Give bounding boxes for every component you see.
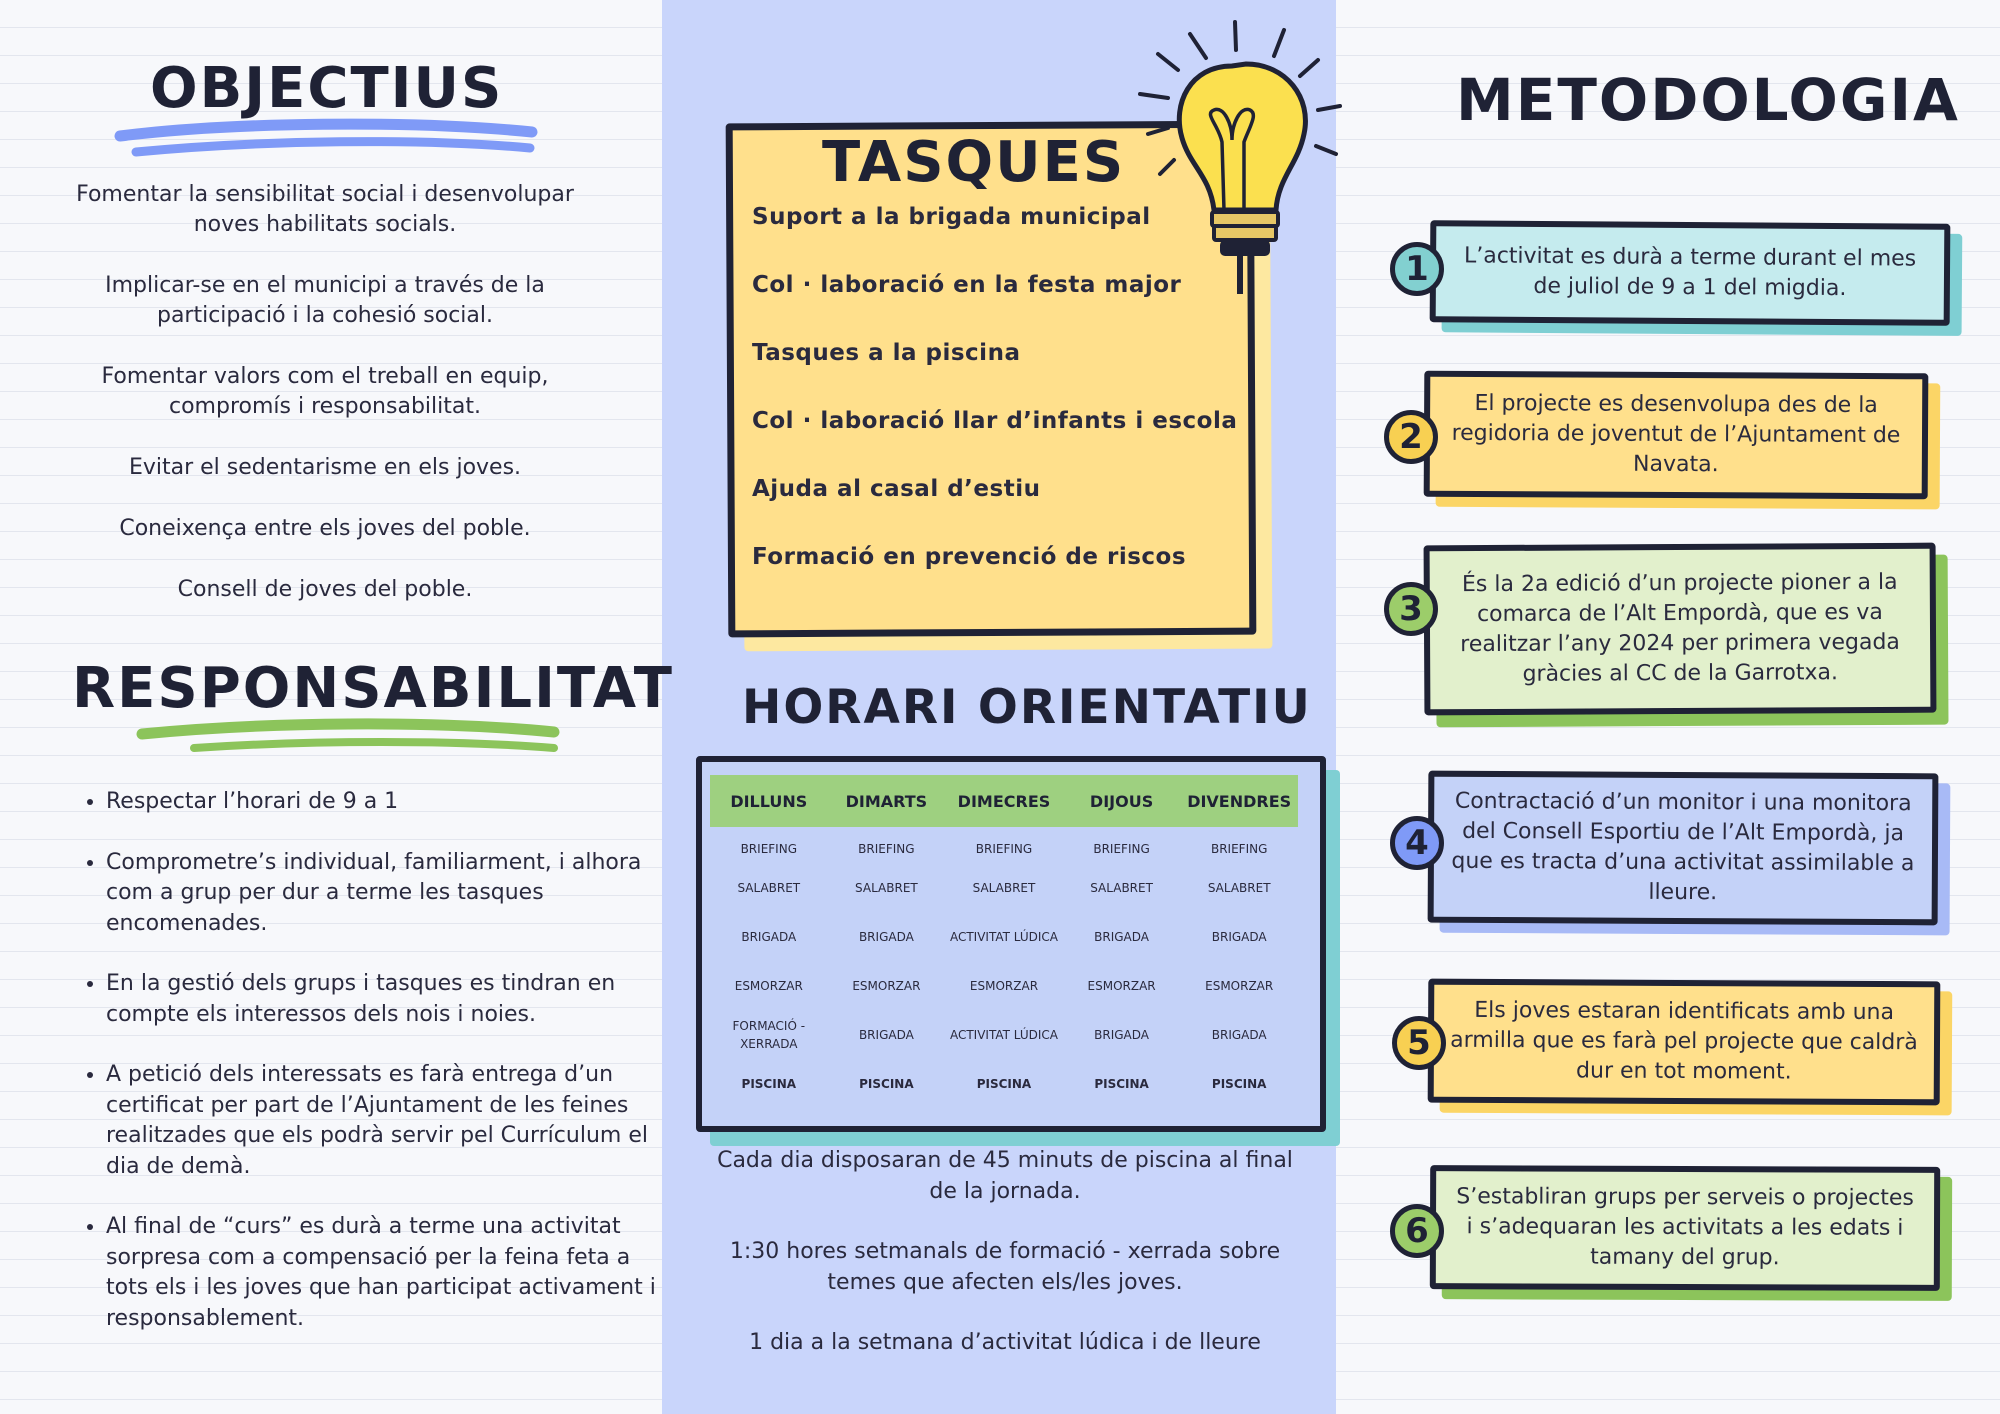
day-header: DIVENDRES xyxy=(1180,775,1298,827)
step-number-4: 4 xyxy=(1390,816,1444,870)
responsabilitat-item: • Al final de “curs” es durà a terme una activitat sorpresa com a compensació per la feina feta a tots els i les joves que han participat activament i responsablement. xyxy=(106,1212,666,1334)
objectiu-item: Consell de joves del poble. xyxy=(177,577,473,602)
step-text: Contractació d’un monitor i una monitora del Consell Esportiu de l’Alt Empordà, ja que es tracta d’una activitat assimilable a lleure. xyxy=(1451,788,1915,906)
schedule-cell: PISCINA xyxy=(1211,1077,1267,1091)
horari-title: HORARI ORIENTATIU xyxy=(742,680,1312,735)
step-text: És la 2a edició d’un projecte pioner a la comarca de l’Alt Empordà, que es va realitzar l’any 2024 per primera vegada gràcies al CC de la Garrotxa. xyxy=(1460,569,1900,687)
schedule-cell: BRIEFING xyxy=(858,842,915,856)
tasca-item: Formació en prevenció de riscos xyxy=(752,544,1187,570)
schedule-cell: SALABRET xyxy=(972,881,1036,895)
schedule-cell: BRIGADA xyxy=(1094,930,1149,944)
step-card-4 xyxy=(1428,771,1939,926)
schedule-row xyxy=(710,905,1298,969)
schedule-row xyxy=(710,871,1298,905)
schedule-cell: BRIEFING xyxy=(1093,842,1150,856)
step-card-5 xyxy=(1428,979,1941,1106)
day-header: DIMARTS xyxy=(828,775,946,827)
schedule-cell: SALABRET xyxy=(737,881,801,895)
responsabilitat-title: RESPONSABILITAT xyxy=(72,656,674,721)
objectius-list xyxy=(70,180,580,636)
tasca-item: Ajuda al casal d’estiu xyxy=(752,476,1041,502)
schedule-cell: BRIGADA xyxy=(1211,930,1267,944)
schedule-cell: FORMACIÓ - XERRADA xyxy=(732,1019,806,1051)
tasca-item: Col · laboració llar d’infants i escola xyxy=(752,408,1238,434)
horari-note: 1 dia a la setmana d’activitat lúdica i de lleure xyxy=(749,1330,1261,1355)
step-number-5: 5 xyxy=(1392,1016,1446,1070)
objectiu-item: Coneixença entre els joves del poble. xyxy=(119,516,531,541)
step-text: El projecte es desenvolupa des de la regidoria de joventut de l’Ajuntament de Navata. xyxy=(1451,390,1901,478)
step-number-1: 1 xyxy=(1390,242,1444,296)
step-card-1 xyxy=(1430,220,1951,326)
schedule-cell: BRIGADA xyxy=(858,930,914,944)
schedule-cell: ESMORZAR xyxy=(969,979,1039,993)
schedule-cell: ACTIVITAT LÚDICA xyxy=(949,1028,1059,1042)
responsabilitat-item: • Respectar l’horari de 9 a 1 xyxy=(106,787,666,818)
objectiu-item: Evitar el sedentarisme en els joves. xyxy=(128,455,522,480)
responsabilitat-underline xyxy=(134,716,564,760)
schedule-cell: BRIEFING xyxy=(975,842,1033,856)
schedule-cell: SALABRET xyxy=(1207,881,1271,895)
schedule-cell: SALABRET xyxy=(1090,881,1153,895)
schedule-cell: BRIGADA xyxy=(1211,1028,1267,1042)
day-header: DIJOUS xyxy=(1063,775,1181,827)
objectiu-item: Fomentar la sensibilitat social i desenvolupar noves habilitats socials. xyxy=(76,182,574,237)
schedule-cell: PISCINA xyxy=(741,1077,797,1091)
step-card-2 xyxy=(1424,371,1929,500)
schedule-cell: BRIGADA xyxy=(1094,1028,1149,1042)
lightbulb-icon xyxy=(1128,14,1360,294)
schedule-cell: ESMORZAR xyxy=(852,979,921,993)
schedule-cell: BRIGADA xyxy=(741,930,797,944)
step-number-6: 6 xyxy=(1390,1204,1444,1258)
schedule-table xyxy=(710,775,1298,1101)
schedule-cell: BRIGADA xyxy=(858,1028,914,1042)
tasca-item: Tasques a la piscina xyxy=(752,340,1021,366)
schedule-row xyxy=(710,827,1298,871)
responsabilitat-item: • En la gestió dels grups i tasques es tindran en compte els interessos dels nois i noies. xyxy=(106,969,666,1030)
objectiu-item: Implicar-se en el municipi a través de la participació i la cohesió social. xyxy=(105,273,545,328)
schedule-row xyxy=(710,969,1298,1003)
schedule-row xyxy=(710,1003,1298,1067)
schedule-cell: PISCINA xyxy=(1094,1077,1149,1091)
schedule-row xyxy=(710,1067,1298,1101)
schedule-cell: PISCINA xyxy=(859,1077,914,1091)
tasca-item: Suport a la brigada municipal xyxy=(752,204,1151,230)
schedule-cell: BRIEFING xyxy=(1210,842,1268,856)
step-card-6 xyxy=(1430,1165,1940,1291)
tasca-item: Col · laboració en la festa major xyxy=(752,272,1182,298)
objectiu-item: Fomentar valors com el treball en equip, compromís i responsabilitat. xyxy=(101,364,549,419)
step-number-2: 2 xyxy=(1384,410,1438,464)
tasques-title: TASQUES xyxy=(822,130,1126,195)
step-text: Els joves estaran identificats amb una armilla que es farà pel projecte que caldrà dur en tot moment. xyxy=(1450,997,1918,1085)
schedule-cell: BRIEFING xyxy=(740,842,797,856)
day-header: DILLUNS xyxy=(710,775,828,827)
objectius-underline xyxy=(112,118,542,164)
responsabilitat-item: • A petició dels interessats es farà entrega d’un certificat per part de l’Ajuntament de les feines realitzades que els podrà servir pel Currículum el dia de demà. xyxy=(106,1060,666,1182)
schedule-cell: ESMORZAR xyxy=(1205,979,1274,993)
step-card-3 xyxy=(1424,543,1937,716)
horari-note: 1:30 hores setmanals de formació - xerrada sobre temes que afecten els/les joves. xyxy=(729,1239,1281,1295)
metodologia-title: METODOLOGIA xyxy=(1456,66,1960,134)
objectius-title: OBJECTIUS xyxy=(150,56,504,121)
schedule-cell: PISCINA xyxy=(976,1077,1032,1091)
day-header: DIMECRES xyxy=(945,775,1063,827)
schedule-cell: ESMORZAR xyxy=(1087,979,1156,993)
schedule-cell: ACTIVITAT LÚDICA xyxy=(949,930,1059,944)
horari-note: Cada dia disposaran de 45 minuts de piscina al final de la jornada. xyxy=(717,1148,1293,1204)
schedule-cell: ESMORZAR xyxy=(734,979,803,993)
responsabilitat-list xyxy=(74,787,666,1364)
responsabilitat-item: • Comprometre’s individual, familiarment, i alhora com a grup per dur a terme les tasques encomenades. xyxy=(106,848,666,940)
horari-notes xyxy=(700,1146,1310,1389)
schedule-header-row xyxy=(710,775,1298,827)
step-text: S’establiran grups per serveis o projectes i s’adequaran les activitats a les edats i tamany del grup. xyxy=(1456,1184,1914,1271)
schedule-cell: SALABRET xyxy=(855,881,918,895)
step-text: L’activitat es durà a terme durant el mes de juliol de 9 a 1 del migdia. xyxy=(1463,243,1917,302)
step-number-3: 3 xyxy=(1384,582,1438,636)
